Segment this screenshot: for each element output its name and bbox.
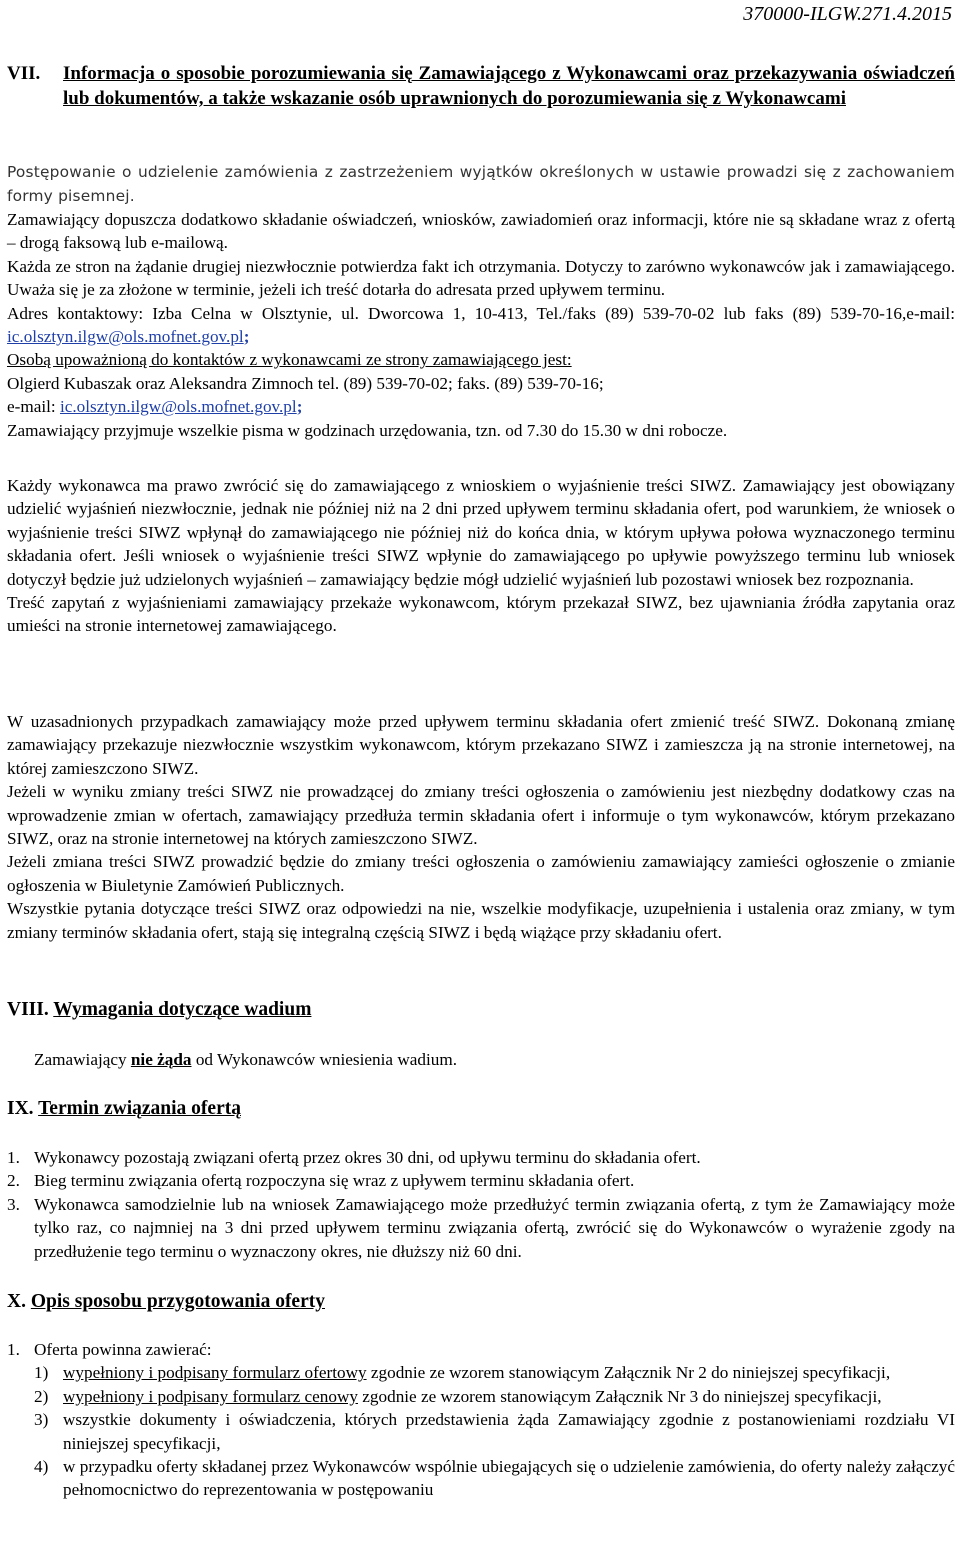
section-10-heading [7, 1290, 325, 1314]
section-7-contact-block [7, 161, 955, 442]
section-8-body: Zamawiający nie żąda od Wykonawców wniesienia wadium. [34, 1050, 457, 1069]
contact-email-link[interactable]: ic.olsztyn.ilgw@ols.mofnet.gov.pl [7, 327, 244, 347]
paragraph-extended-deadline: Jeżeli w wyniku zmiany treści SIWZ nie prowadzącej do zmiany treści ogłoszenia o zamówieniu jest niezbędny dodatkowy czas na wprowadzenie zmian w ofertach, zamawiający przedłuża termin składania ofert i informuje o tym wykonawców, którym przekazano SIWZ, oraz na stronie internetowej na których zamieszczono SIWZ. [7, 782, 955, 849]
document-reference-number: 370000-ILGW.271.4.2015 [743, 3, 952, 25]
paragraph-contact-address: Adres kontaktowy: Izba Celna w Olsztynie, ul. Dworcowa 1, 10-413, Tel./faks (89) 539-70-02 lub faks (89) 539-70-16,e-mail: ic.olsztyn.ilgw@ols.mofnet.gov.pl; [7, 303, 955, 347]
section-9-heading [7, 1097, 241, 1121]
section-10-list [7, 1338, 955, 1502]
section-8-number: VIII. [7, 999, 49, 1020]
section-7-heading [7, 61, 955, 111]
section-8-title: Wymagania dotyczące wadium [53, 999, 312, 1020]
section-9-title: Termin związania ofertą [38, 1098, 241, 1119]
paragraph-confirmation: Każda ze stron na żądanie drugiej niezwłocznie potwierdza fakt ich otrzymania. Dotyczy to zarówno wykonawców jak i zamawiającego. Uważa się je za złożone w terminie, jeżeli ich treść dotarła do adresata przed upływem terminu. [7, 256, 955, 300]
no-deposit-emphasis: nie żąda [130, 1050, 192, 1069]
list-item: 1. Oferta powinna zawierać: [7, 1340, 212, 1359]
section-7-number: VII. [7, 63, 41, 84]
section-10-number: X. [7, 1291, 26, 1312]
section-9-number: IX. [7, 1098, 34, 1119]
paragraph-siwz-change: W uzasadnionych przypadkach zamawiający może przed upływem terminu składania ofert zmienić treść SIWZ. Dokonaną zmianę zamawiający przekazuje niezwłocznie wszystkim wykonawcom, którym przekazano SIWZ i zamieszcza ją na stronie internetowej, na której zamieszczono SIWZ. [7, 712, 955, 778]
section-9-list [7, 1146, 955, 1263]
list-item: 1. Wykonawcy pozostają związani ofertą przez okres 30 dni, od upływu terminu do składania ofert. [7, 1148, 701, 1167]
section-7-title: Informacja o sposobie porozumiewania się Zamawiającego z Wykonawcami oraz przekazywania oświadczeń lub dokumentów, a także wskazanie osób uprawnionych do porozumiewania się z Wykonawcami [63, 63, 955, 109]
paragraph-questions-sharing: Treść zapytań z wyjaśnieniami zamawiający przekaże wykonawcom, którym przekazał SIWZ, bez ujawniania źródła zapytania oraz umieści na stronie internetowej zamawiającego. [7, 593, 955, 636]
paragraph-office-hours: Zamawiający przyjmuje wszelkie pisma w godzinach urzędowania, tzn. od 7.30 do 15.30 w dni robocze. [7, 420, 728, 440]
paragraph-announcement-change: Jeżeli zmiana treści SIWZ prowadzić będzie do zmiany treści ogłoszenia o zamówieniu zamawiający zamieści ogłoszenie o zmianie ogłoszenia w Biuletynie Zamówień Publicznych. [7, 852, 955, 895]
paragraph-fax-email: Zamawiający dopuszcza dodatkowo składanie oświadczeń, wniosków, zawiadomień oraz informacji, które nie są składane wraz z ofertą – drogą faksową lub e-mailową. [7, 210, 955, 253]
sub-list-item: 4) w przypadku oferty składanej przez Wykonawców wspólnie ubiegających się o udzielenie zamówienia, do oferty należy załączyć pełnomocnictwo do reprezentowania w postępowaniu [34, 1457, 955, 1500]
paragraph-integral-part: Wszystkie pytania dotyczące treści SIWZ oraz odpowiedzi na nie, wszelkie modyfikacje, uzupełnienia i ustalenia oraz zmiany, w tym zmiany terminów składania ofert, stają się integralną częścią SIWZ i będą wiążące przy składaniu ofert. [7, 899, 955, 942]
section-7-siwz-clarification [7, 474, 955, 638]
section-10-title: Opis sposobu przygotowania oferty [30, 1291, 325, 1312]
paragraph-authorized-person: Osobą upoważnioną do kontaktów z wykonawcami ze strony zamawiającego jest: [7, 350, 572, 370]
paragraph-contact-persons: Olgierd Kubaszak oraz Aleksandra Zimnoch tel. (89) 539-70-02; faks. (89) 539-70-16; [7, 373, 604, 393]
sub-list-item: 3) wszystkie dokumenty i oświadczenia, których przedstawienia żąda Zamawiający zgodnie z postanowieniami rozdziału VI niniejszej specyfikacji, [34, 1410, 955, 1453]
sub-list-item: 2) wypełniony i podpisany formularz cenowy zgodnie ze wzorem stanowiącym Załącznik Nr 3 do niniejszej specyfikacji, [34, 1386, 882, 1406]
section-7-siwz-changes [7, 710, 955, 944]
sub-list-item: 1) wypełniony i podpisany formularz ofertowy zgodnie ze wzorem stanowiącym Załącznik Nr 2 do niniejszej specyfikacji, [34, 1363, 891, 1383]
paragraph-written-form: Postępowanie o udzielenie zamówienia z zastrzeżeniem wyjątków określonych w ustawie prowadzi się z zachowaniem formy pisemnej. [7, 163, 955, 205]
section-8-heading [7, 998, 311, 1022]
contact-email-link-2[interactable]: ic.olsztyn.ilgw@ols.mofnet.gov.pl [59, 397, 297, 417]
list-item: 2. Bieg terminu związania ofertą rozpoczyna się wraz z upływem terminu składania ofert. [7, 1171, 635, 1191]
paragraph-clarification-request: Każdy wykonawca ma prawo zwrócić się do zamawiającego z wnioskiem o wyjaśnienie treści SIWZ. Zamawiający jest obowiązany udzielić wyjaśnień niezwłocznie, jednak nie później niż na 2 dni przed upływem terminu składania ofert, pod warunkiem, że wniosek o wyjaśnienie treści SIWZ wpłynął do zamawiającego nie później niż do końca dnia, w którym upływa połowa wyznaczonego terminu składania ofert. Jeśli wniosek o wyjaśnienie treści SIWZ wpłynie do zamawiającego po upływie powyższego terminu lub wniosek dotyczył będzie już udzielonych wyjaśnień – zamawiający będzie mógł udzielić wyjaśnień lub pozostawi wniosek bez rozpoznania. [7, 476, 955, 589]
list-item: 3. Wykonawca samodzielnie lub na wniosek Zamawiającego może przedłużyć termin związania ofertą, z tym że Zamawiający może tylko raz, co najmniej na 3 dni przed upływem terminu związania ofertą, zwrócić się do Wykonawców o wyrażenie zgody na przedłużenie tego terminu o wyznaczony okres, nie dłuższy niż 60 dni. [7, 1194, 955, 1261]
paragraph-contact-email: e-mail: ic.olsztyn.ilgw@ols.mofnet.gov.pl; [7, 397, 303, 417]
